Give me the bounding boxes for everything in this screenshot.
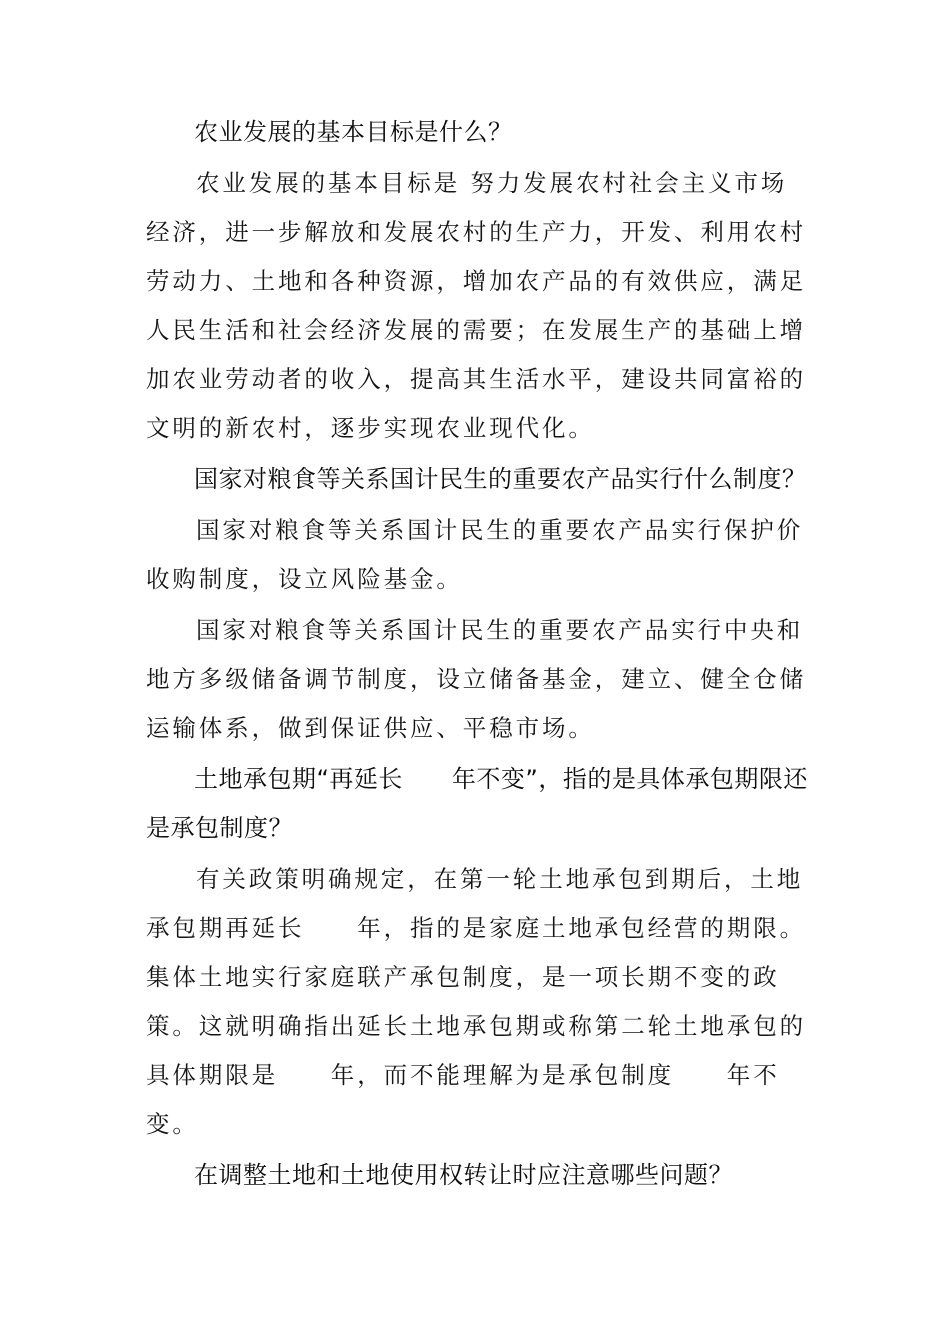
answer-paragraph: 国家对粮食等关系国计民生的重要农产品实行保护价收购制度，设立风险基金。 <box>146 516 804 593</box>
question-heading: 国家对粮食等关系国计民生的重要农产品实行什么制度？ <box>194 465 807 493</box>
question-heading: 土地承包期“再延长 年不变”，指的是具体承包期限还是承包制度？ <box>146 765 808 842</box>
answer-paragraph: 有关政策明确规定，在第一轮土地承包到期后，土地承包期再延长 年，指的是家庭土地承包经营的期限。集体土地实行家庭联产承包制度，是一项长期不变的政策。这就明确指出延长土地承包期或称第二轮土地承包的具体期限是 年，而不能理解为是承包制度 年不变。 <box>146 865 806 1138</box>
answer-paragraph: 国家对粮食等关系国计民生的重要农产品实行中央和地方多级储备调节制度，设立储备基金，建立、健全仓储运输体系，做到保证供应、平稳市场。 <box>146 616 806 742</box>
question-heading: 在调整土地和土地使用权转让时应注意哪些问题？ <box>194 1161 733 1189</box>
document-body <box>146 108 810 1200</box>
question-heading: 农业发展的基本目标是什么？ <box>194 118 513 146</box>
answer-paragraph: 农业发展的基本目标是 努力发展农村社会主义市场经济，进一步解放和发展农村的生产力，开发、利用农村劳动力、土地和各种资源，增加农产品的有效供应，满足人民生活和社会经济发展的需要；在发展生产的基础上增加农业劳动者的收入，提高其生活水平，建设共同富裕的文明的新农村，逐步实现农业现代化。 <box>146 169 806 442</box>
